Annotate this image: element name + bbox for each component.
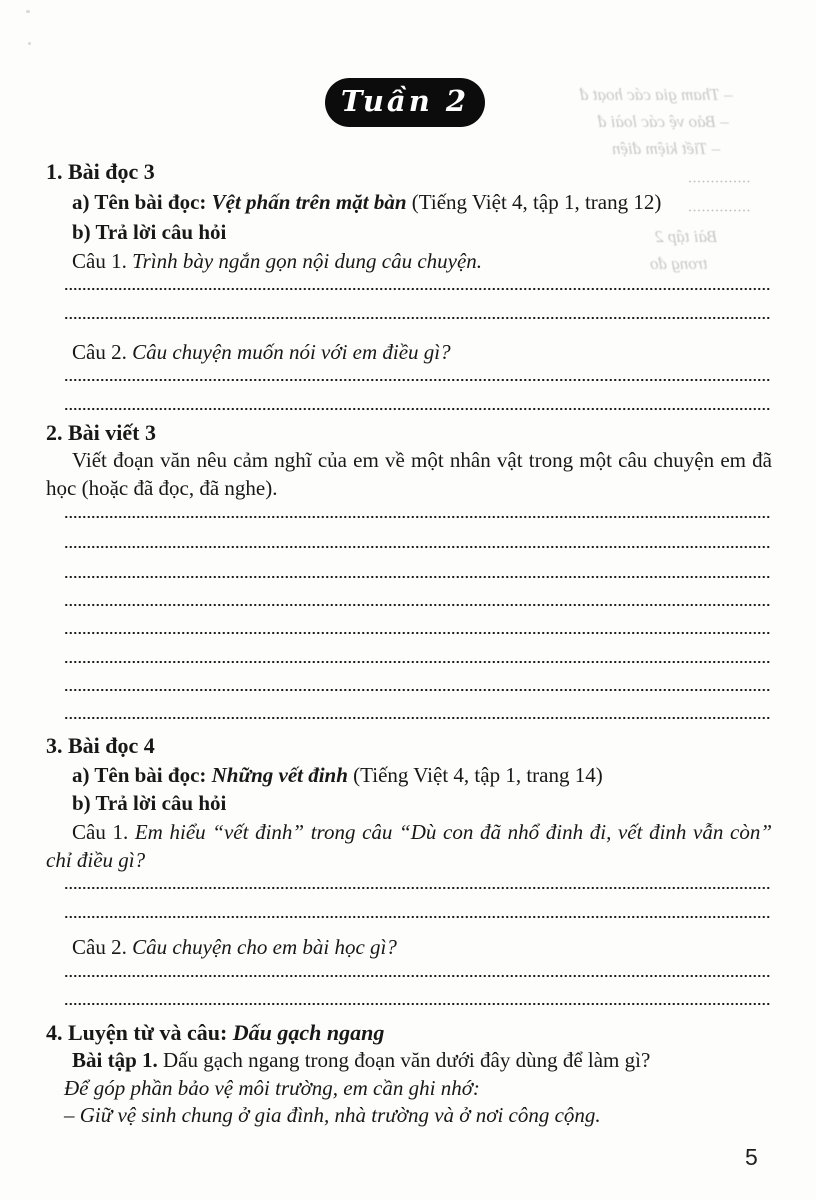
week-badge (325, 78, 485, 127)
question-number: Câu 2. (72, 340, 127, 364)
reading-title-line (46, 761, 772, 789)
answer-dotted-line (64, 914, 770, 920)
answer-dotted-line (64, 514, 770, 520)
reading-source: (Tiếng Việt 4, tập 1, trang 14) (353, 763, 603, 787)
week-badge-label: Tuần 2 (340, 84, 470, 118)
question-text: Câu chuyện cho em bài học gì? (132, 935, 397, 959)
answer-questions-line: b) Trả lời câu hỏi (72, 791, 227, 815)
question-number: Câu 1. (72, 820, 129, 844)
passage-item: – Giữ vệ sinh chung ở gia đình, nhà trường và ở nơi công cộng. (64, 1103, 601, 1127)
answer-dotted-line (64, 630, 770, 636)
answer-dotted-line (64, 544, 770, 550)
question-2 (46, 933, 772, 961)
task-label: Bài tập 1. (72, 1048, 158, 1072)
section-heading-topic: Dấu gạch ngang (232, 1020, 385, 1045)
bleedthrough-line: – Bảo vệ các loài đ (598, 112, 729, 131)
answer-dotted-line (64, 885, 770, 891)
answer-dotted-line (64, 315, 770, 321)
reading-source: (Tiếng Việt 4, tập 1, trang 12) (411, 190, 662, 214)
question-1 (46, 818, 772, 874)
question-text: Em hiểu “vết đinh” trong câu “Dù con đã nhổ đinh đi, vết đinh vẫn còn” chỉ điều gì? (46, 820, 772, 872)
writing-prompt: Viết đoạn văn nêu cảm nghĩ của em về một nhân vật trong một câu chuyện em đã học (hoặc đã đọc, đã nghe). (46, 448, 772, 500)
answer-dotted-line (64, 377, 770, 383)
reading-title-label: a) Tên bài đọc: (72, 190, 207, 214)
answer-dotted-line (64, 687, 770, 693)
scan-artifact (26, 10, 30, 13)
answer-dotted-line (64, 973, 770, 979)
reading-title: Những vết đinh (211, 763, 348, 787)
section-heading-label: 4. Luyện từ và câu: (46, 1020, 228, 1045)
section-heading: 2. Bài viết 3 (46, 420, 156, 445)
task-line (46, 1046, 772, 1074)
bleedthrough-line: trong đo (650, 254, 708, 273)
question-2 (46, 338, 772, 366)
question-number: Câu 2. (72, 935, 127, 959)
answer-dotted-line (64, 406, 770, 412)
answer-questions-line: b) Trả lời câu hỏi (72, 220, 227, 244)
section-heading: 1. Bài đọc 3 (46, 159, 155, 184)
bleedthrough-line: – Tiết kiệm điện (612, 139, 721, 158)
answer-dotted-line (64, 1001, 770, 1007)
answer-dotted-line (64, 602, 770, 608)
answer-dotted-line (64, 659, 770, 665)
reading-title-line (46, 188, 772, 216)
question-text: Trình bày ngắn gọn nội dung câu chuyện. (132, 249, 483, 273)
bleedthrough-line: Bài tập 2 (655, 227, 718, 246)
reading-title: Vệt phấn trên mặt bàn (211, 190, 407, 214)
bleedthrough-line: – Tham gia các hoạt đ (580, 85, 733, 104)
question-number: Câu 1. (72, 249, 127, 273)
reading-title-label: a) Tên bài đọc: (72, 763, 207, 787)
scan-artifact (28, 42, 31, 45)
answer-dotted-line (64, 574, 770, 580)
task-text: Dấu gạch ngang trong đoạn văn dưới đây dùng để làm gì? (163, 1048, 651, 1072)
question-1 (46, 247, 772, 275)
section-heading (46, 1019, 772, 1047)
question-text: Câu chuyện muốn nói với em điều gì? (132, 340, 451, 364)
page-number: 5 (745, 1144, 758, 1170)
section-heading: 3. Bài đọc 4 (46, 733, 155, 758)
answer-dotted-line (64, 715, 770, 721)
answer-dotted-line (64, 286, 770, 292)
passage-intro: Để góp phần bảo vệ môi trường, em cần ghi nhớ: (64, 1076, 480, 1100)
